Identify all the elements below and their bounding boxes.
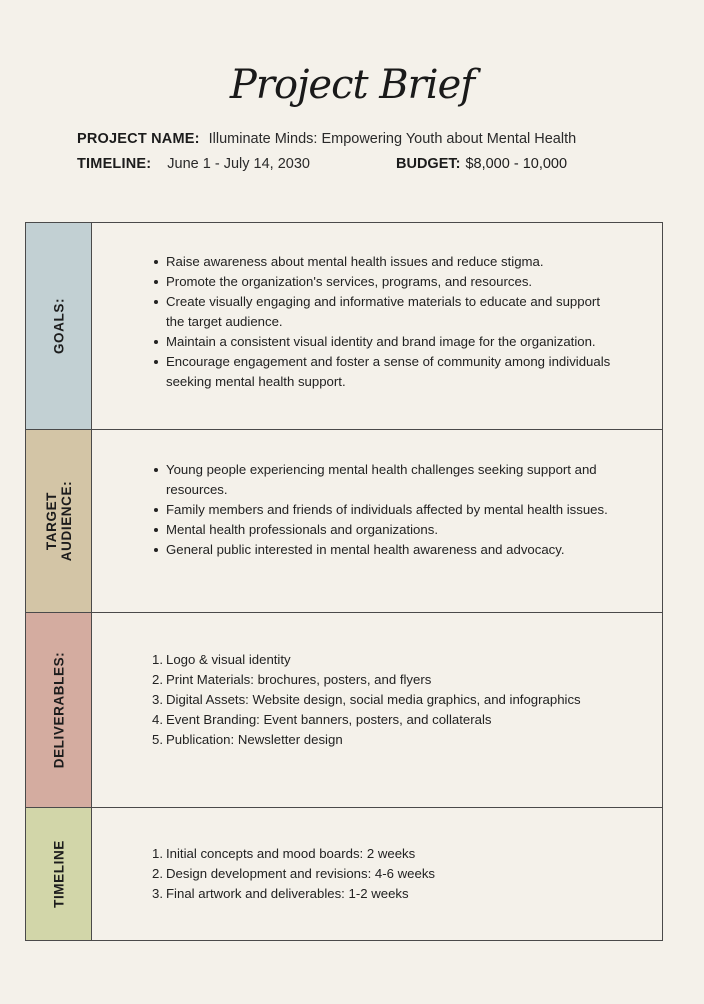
list-item: Family members and friends of individuals affected by mental health issues. <box>166 500 616 520</box>
budget-row <box>396 156 567 172</box>
timeline-row <box>77 156 310 172</box>
deliverables-side-panel <box>26 613 92 807</box>
audience-content <box>92 430 662 612</box>
list-item: Final artwork and deliverables: 1-2 weeks <box>166 886 409 901</box>
project-name-value: Illuminate Minds: Empowering Youth about Mental Health <box>208 131 577 147</box>
audience-label-line2: AUDIENCE: <box>58 480 74 562</box>
deliverables-list <box>166 650 616 750</box>
list-item: Mental health professionals and organizations. <box>166 520 616 540</box>
brief-table <box>25 222 663 941</box>
goals-row <box>26 223 662 430</box>
list-item: Print Materials: brochures, posters, and flyers <box>166 672 432 687</box>
timeline-section-row <box>26 808 662 940</box>
list-item: Digital Assets: Website design, social media graphics, and infographics <box>166 692 581 707</box>
list-item: Logo & visual identity <box>166 652 291 667</box>
timeline-value: June 1 - July 14, 2030 <box>167 156 310 172</box>
deliverables-content <box>92 613 662 807</box>
timeline-section-label: TIMELINE <box>51 840 66 908</box>
list-item: Promote the organization's services, programs, and resources. <box>166 272 616 292</box>
list-item: Event Branding: Event banners, posters, and collaterals <box>166 712 492 727</box>
list-item: Young people experiencing mental health challenges seeking support and resources. <box>166 460 616 500</box>
timeline-list <box>166 844 616 904</box>
budget-label: BUDGET: <box>396 156 461 172</box>
list-item: Raise awareness about mental health issues and reduce stigma. <box>166 252 616 272</box>
deliverables-label: DELIVERABLES: <box>51 651 66 769</box>
audience-list <box>166 460 616 560</box>
list-item: Create visually engaging and informative materials to educate and support the target audience. <box>166 292 616 332</box>
budget-value: $8,000 - 10,000 <box>465 156 568 172</box>
timeline-label: TIMELINE: <box>77 156 152 172</box>
audience-label <box>44 481 74 561</box>
list-item: Publication: Newsletter design <box>166 732 343 747</box>
goals-side-panel <box>26 223 92 429</box>
goals-content <box>92 223 662 429</box>
list-item: Design development and revisions: 4-6 weeks <box>166 866 436 881</box>
page-title: Project Brief <box>229 62 475 108</box>
timeline-content <box>92 808 662 940</box>
audience-side-panel <box>26 430 92 612</box>
list-item: Maintain a consistent visual identity and brand image for the organization. <box>166 332 616 352</box>
project-name-label: PROJECT NAME: <box>77 131 200 147</box>
goals-list <box>166 252 616 392</box>
list-item: Encourage engagement and foster a sense of community among individuals seeking mental health support. <box>166 352 616 392</box>
list-item: General public interested in mental health awareness and advocacy. <box>166 540 616 560</box>
goals-label: GOALS: <box>51 297 66 355</box>
deliverables-row <box>26 613 662 808</box>
project-name-row <box>77 131 576 147</box>
audience-row <box>26 430 662 613</box>
audience-label-line1: TARGET <box>43 491 59 551</box>
list-item: Initial concepts and mood boards: 2 weeks <box>166 846 416 861</box>
timeline-side-panel <box>26 808 92 940</box>
